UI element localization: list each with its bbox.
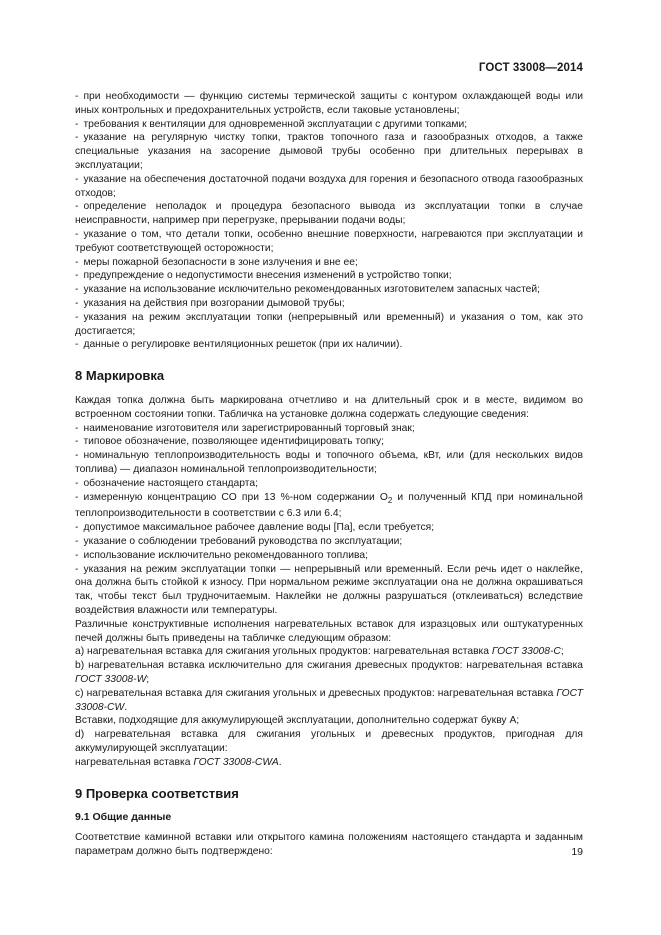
list-item: - указание о соблюдении требований руководства по эксплуатации;	[75, 535, 403, 547]
subsection-9-1-heading: 9.1 Общие данные	[75, 811, 172, 824]
list-item: - указания на режим эксплуатации топки (непрерывный или временный) и указания о том, как это достигается;	[75, 311, 583, 337]
variant-a: a) нагревательная вставка для сжигания угольных продуктов: нагревательная вставка ГОСТ 33008-С;	[75, 646, 564, 658]
section-8-intro: Каждая топка должна быть маркирована отчетливо и на длительный срок и в месте, видимом во встроенном состоянии топки. Табличка на установке должна содержать следующие сведения:	[75, 394, 583, 420]
list-item: - номинальную теплопроизводительность воды и топочного объема, кВт, или (для нескольких видов топлива) — диапазон номинальной теплопроизводительности;	[75, 450, 583, 475]
variant-b: b) нагревательная вставка исключительно для сжигания древесных продуктов: нагревательная вставка ГОСТ 33008-W;	[75, 660, 583, 685]
list-item: - требования к вентиляции для одновременной эксплуатации с другими топками;	[75, 118, 468, 130]
list-item: - использование исключительно рекомендованного топлива;	[75, 549, 368, 561]
list-item: - допустимое максимальное рабочее давление воды [Па], если требуется;	[75, 522, 435, 534]
variant-d: d) нагревательная вставка для сжигания угольных и древесных продуктов, пригодная для аккумулирующей эксплуатации:	[75, 729, 583, 754]
section-9-heading: 9 Проверка соответствия	[75, 785, 239, 801]
list-item: - наименование изготовителя или зарегистрированный торговый знак;	[75, 422, 415, 434]
list-item: - указание на обеспечения достаточной подачи воздуха для горения и безопасного отвода газообразных отходов;	[75, 173, 583, 199]
storage-note: Вставки, подходящие для аккумулирующей эксплуатации, дополнительно содержат букву А;	[75, 715, 520, 727]
instructions-list	[75, 90, 583, 352]
list-item: - данные о регулировке вентиляционных решеток (при их наличии).	[75, 339, 403, 351]
list-item: - указания на режим эксплуатации топки — непрерывный или временный. Если речь идет о наклейке, она должна быть стойкой к износу. При нормальном режиме эксплуатации она не должна окрашиваться так, чтобы текст был трудночитаемым. Наклейки не должны разрушаться (отклеиваться) вследствие воздействия влажности или температуры.	[75, 563, 583, 616]
list-item: - указание на использование исключительно рекомендованных изготовителем запасных частей;	[75, 284, 541, 296]
list-item: - измеренную концентрацию CO при 13 %-ном содержании $O_2$ и полученный КПД при номинальной теплопроизводительности в соответствии с 6.3 или 6.4;	[75, 491, 583, 520]
list-item: - при необходимости — функцию системы термической защиты с контуром охлаждающей воды или иных контрольных и предохранительных устройств, если таковые установлены;	[75, 91, 583, 116]
document-body	[75, 90, 583, 859]
variant-c: c) нагревательная вставка для сжигания угольных и древесных продуктов: нагревательная вставка ГОСТ 33008-CW.	[75, 687, 583, 713]
list-item: - указания на действия при возгорании дымовой трубы;	[75, 297, 345, 309]
section-9-1-text: Соответствие каминной вставки или открытого камина положениям настоящего стандарта и заданным параметрам должно быть подтверждено:	[75, 832, 583, 857]
list-item: - определение неполадок и процедура безопасного вывода из эксплуатации топки в случае неисправности, например при перегрузке, прерывании подачи воды;	[75, 201, 583, 227]
list-item: - предупреждение о недопустимости внесения изменений в устройство топки;	[75, 270, 452, 282]
list-item: - типовое обозначение, позволяющее идентифицировать топку;	[75, 436, 385, 448]
page-number: 19	[571, 846, 583, 858]
list-item: - указание на регулярную чистку топки, трактов топочного газа и газообразных отходов, а также специальные указания на засорение дымовой трубы особенно при длительных перерывах в эксплуатации;	[75, 132, 583, 171]
list-item: - меры пожарной безопасности в зоне излучения и вне ее;	[75, 256, 358, 268]
marking-variants-intro: Различные конструктивные исполнения нагревательных вставок для изразцовых или оштукатуренных печей должны быть приведены на табличке следующим образом:	[75, 618, 583, 644]
list-item: - указание о том, что детали топки, особенно внешние поверхности, нагреваются при эксплуатации и требуют соответствующей осторожности;	[75, 228, 583, 254]
variant-d-code-line: нагревательная вставка ГОСТ 33008-CWA.	[75, 756, 282, 768]
section-8-heading: 8 Маркировка	[75, 368, 165, 384]
standard-code-header: ГОСТ 33008—2014	[478, 62, 583, 74]
list-item: - обозначение настоящего стандарта;	[75, 477, 258, 489]
